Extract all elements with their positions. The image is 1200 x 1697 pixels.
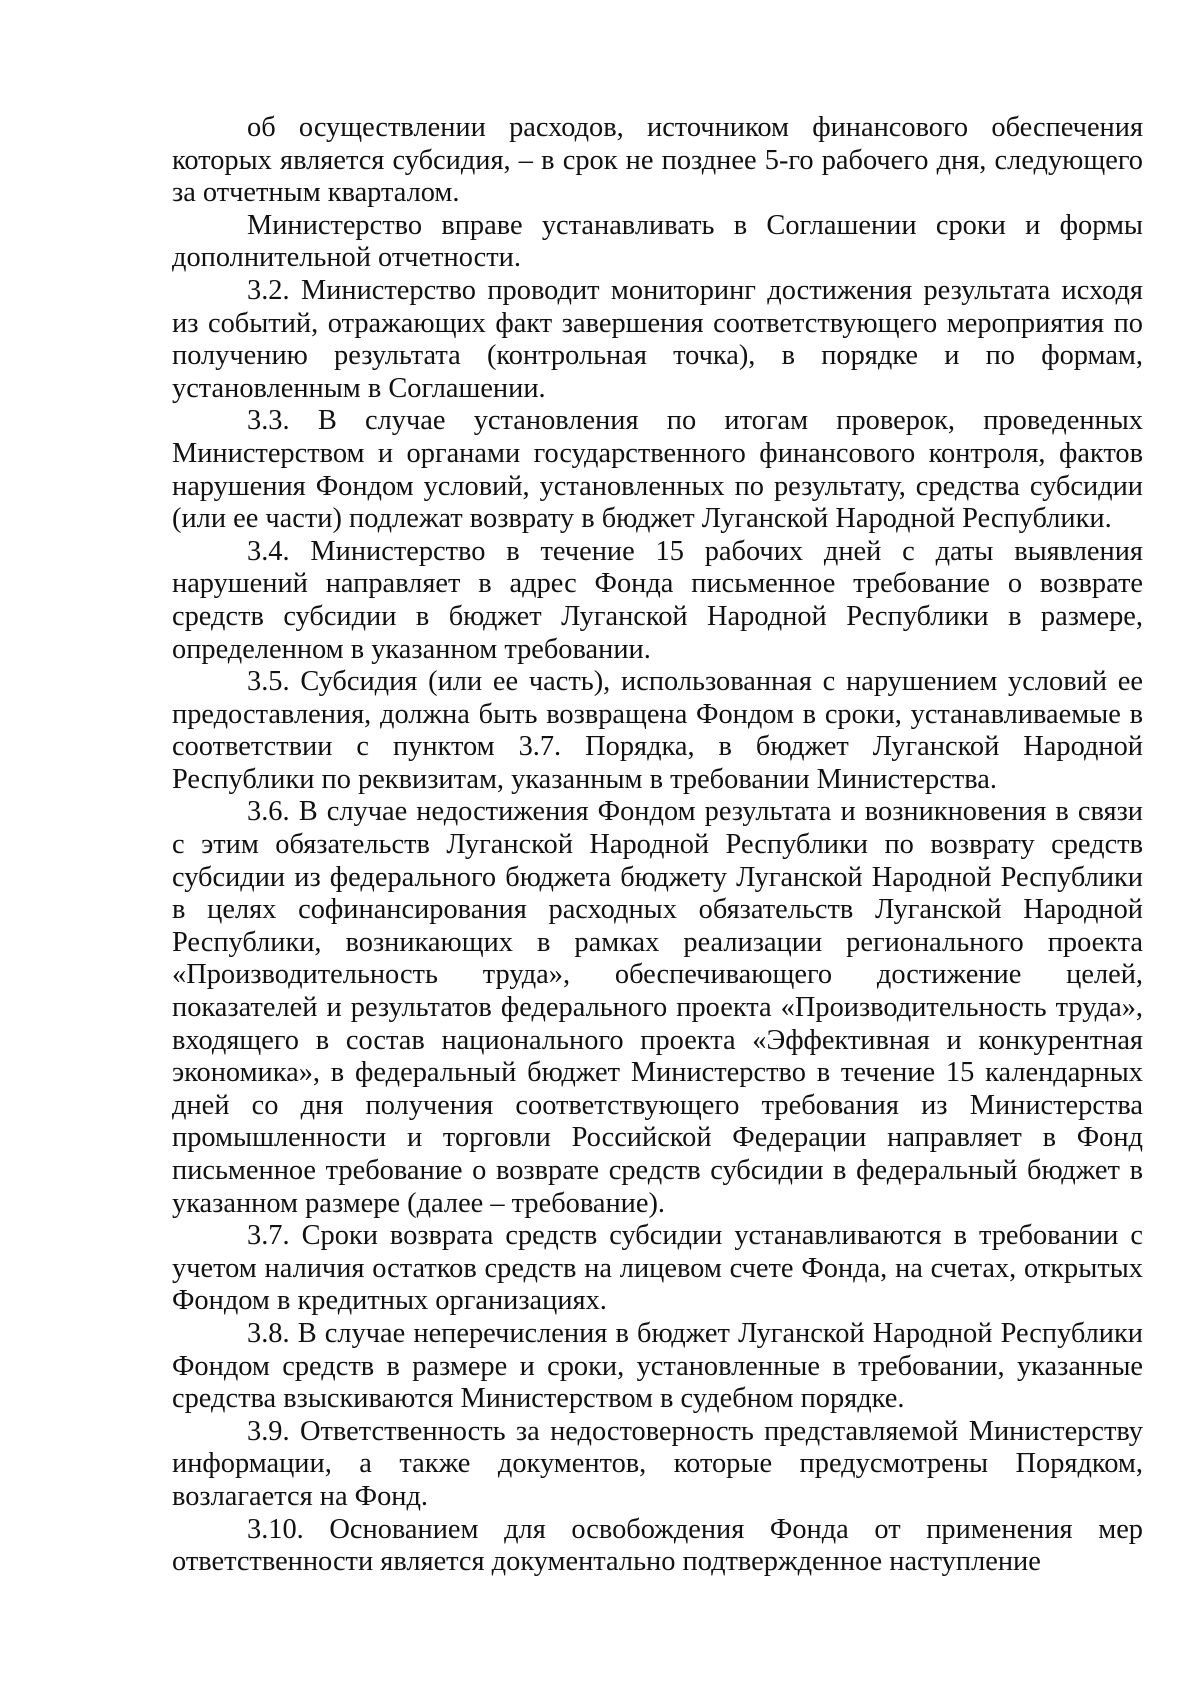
paragraph-text: Министерство вправе устанавливать в Соглашении сроки и формы дополнительной отчетности. (172, 209, 1143, 274)
paragraph-additional-reporting (172, 210, 1143, 275)
paragraph-text: Министерство проводит мониторинг достижения результата исходя из событий, отражающих факт завершения соответствующего мероприятия по получению результата (контрольная точка), в порядке и по формам, установленным в Соглашении. (172, 274, 1143, 404)
paragraph-number: 3.6. (247, 796, 290, 828)
paragraph-reporting-deadline (172, 112, 1143, 210)
paragraph-3-5 (172, 666, 1143, 796)
paragraph-number: 3.7. (247, 1220, 290, 1252)
paragraph-text: Сроки возврата средств субсидии устанавливаются в требовании с учетом наличия остатков средств на лицевом счете Фонда, на счетах, открытых Фондом в кредитных организациях. (172, 1220, 1143, 1317)
paragraph-number: 3.8. (247, 1317, 290, 1349)
paragraph-text: В случае неперечисления в бюджет Луганской Народной Республики Фондом средств в размере и сроки, установленные в требовании, указанные средства взыскиваются Министерством в судебном порядке. (172, 1317, 1143, 1415)
paragraph-text: Основанием для освобождения Фонда от применения мер ответственности является документально подтвержденное наступление (172, 1513, 1143, 1578)
paragraph-text: об осуществлении расходов, источником финансового обеспечения которых является субсидия, – в срок не позднее 5-го рабочего дня, следующего за отчетным кварталом. (172, 112, 1143, 209)
paragraph-number: 3.10. (247, 1513, 304, 1545)
paragraph-text: Ответственность за недостоверность представляемой Министерству информации, а также документов, которые предусмотрены Порядком, возлагается на Фонд. (172, 1415, 1144, 1512)
document-page (172, 112, 1143, 1579)
paragraph-3-2 (172, 275, 1143, 405)
paragraph-3-6 (172, 796, 1143, 1220)
paragraph-number: 3.9. (247, 1415, 290, 1447)
paragraph-number: 3.2. (247, 274, 290, 306)
paragraph-number: 3.3. (247, 405, 290, 437)
paragraph-text: Министерство в течение 15 рабочих дней с даты выявления нарушений направляет в адрес Фонда письменное требование о возврате средств субсидии в бюджет Луганской Народной Республики в размере, определенном в указанном требовании. (172, 535, 1143, 665)
paragraph-3-7 (172, 1220, 1143, 1318)
paragraph-3-3 (172, 405, 1143, 535)
paragraph-3-10 (172, 1514, 1143, 1579)
paragraph-3-4 (172, 536, 1143, 666)
paragraph-text: В случае недостижения Фондом результата и возникновения в связи с этим обязательств Луганской Народной Республики по возврату средств субсидии из федерального бюджета бюджету Луганской Народной Республики в целях софинансирования расходных обязательств Луганской Народной Республики, возникающих в рамках реализации регионального проекта «Производительность труда», обеспечивающего достижение целей, показателей и результатов федерального проекта «Производительность труда», входящего в состав национального проекта «Эффективная и конкурентная экономика», в федеральный бюджет Министерство в течение 15 календарных дней со дня получения соответствующего требования из Министерства промышленности и торговли Российской Федерации направляет в Фонд письменное требование о возврате средств субсидии в федеральный бюджет в указанном размере (далее – требование). (172, 796, 1143, 1219)
paragraph-number: 3.5. (247, 666, 290, 698)
paragraph-number: 3.4. (247, 535, 290, 567)
paragraph-3-9 (172, 1416, 1143, 1514)
paragraph-text: В случае установления по итогам проверок, проведенных Министерством и органами государственного финансового контроля, фактов нарушения Фондом условий, установленных по результату, средства субсидии (или ее части) подлежат возврату в бюджет Луганской Народной Республики. (172, 405, 1143, 535)
paragraph-text: Субсидия (или ее часть), использованная с нарушением условий ее предоставления, должна быть возвращена Фондом в сроки, устанавливаемые в соответствии с пунктом 3.7. Порядка, в бюджет Луганской Народной Республики по реквизитам, указанным в требовании Министерства. (172, 666, 1143, 795)
paragraph-3-8 (172, 1318, 1143, 1416)
